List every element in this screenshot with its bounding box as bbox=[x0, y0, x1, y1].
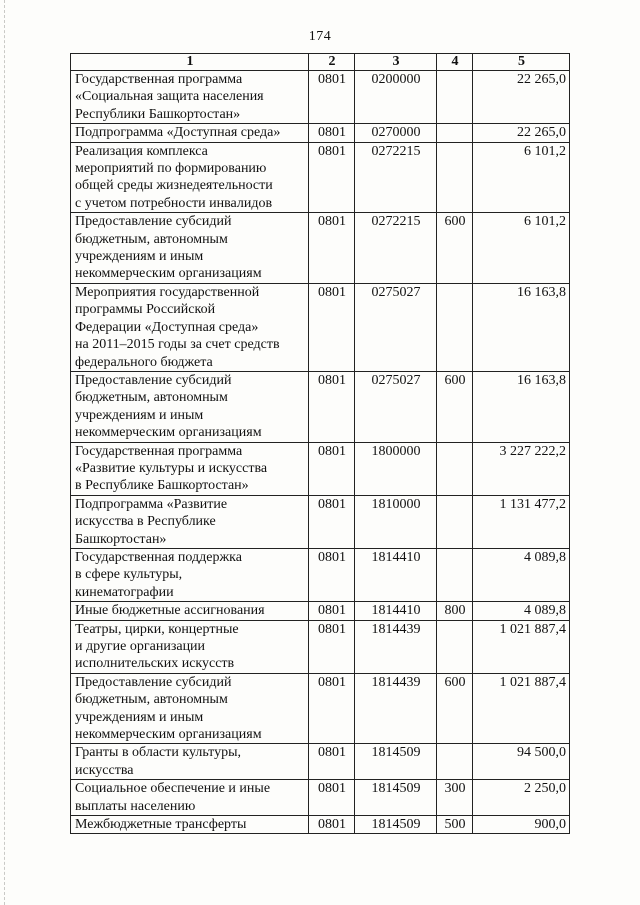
row-section-text: 0801 bbox=[318, 372, 346, 388]
table-row bbox=[71, 442, 570, 495]
row-name-cell bbox=[71, 142, 309, 213]
row-name-text: Межбюджетные трансферты bbox=[75, 817, 247, 833]
row-expense-type-cell bbox=[437, 124, 473, 142]
row-expense-type-text: 800 bbox=[444, 603, 466, 619]
table-header-row bbox=[71, 54, 570, 71]
row-target-cell bbox=[355, 816, 437, 834]
row-amount-text: 1 131 477,2 bbox=[499, 496, 566, 512]
header-col-1: 1 bbox=[71, 54, 309, 71]
row-section-cell bbox=[309, 142, 355, 213]
row-amount-text: 6 101,2 bbox=[524, 214, 566, 230]
row-amount-cell bbox=[473, 283, 570, 371]
row-expense-type-cell bbox=[437, 495, 473, 548]
row-section-cell bbox=[309, 442, 355, 495]
page-edge bbox=[4, 0, 5, 905]
row-target-cell bbox=[355, 602, 437, 620]
row-name-cell bbox=[71, 442, 309, 495]
row-target-cell bbox=[355, 620, 437, 673]
row-name-text: Государственная программа «Развитие культуры и искусства в Республике Башкортостан» bbox=[75, 443, 268, 494]
row-target-text: 1814509 bbox=[371, 781, 421, 797]
row-amount-cell bbox=[473, 548, 570, 601]
row-amount-text: 4 089,8 bbox=[524, 603, 566, 619]
row-name-text: Реализация комплекса мероприятий по формированию общей среды жизнедеятельности с учетом потребности инвалидов bbox=[75, 143, 273, 211]
row-section-text: 0801 bbox=[318, 674, 346, 690]
row-name-text: Государственная поддержка в сфере культуры, кинематографии bbox=[75, 549, 242, 600]
row-target-cell bbox=[355, 495, 437, 548]
row-name-text: Подпрограмма «Развитие искусства в Республике Башкортостан» bbox=[75, 496, 228, 547]
row-name-cell bbox=[71, 213, 309, 284]
row-expense-type-cell bbox=[437, 213, 473, 284]
row-target-cell bbox=[355, 548, 437, 601]
row-section-text: 0801 bbox=[318, 781, 346, 797]
row-name-text: Подпрограмма «Доступная среда» bbox=[75, 125, 281, 141]
row-expense-type-cell bbox=[437, 780, 473, 816]
row-expense-type-cell bbox=[437, 620, 473, 673]
row-amount-cell bbox=[473, 780, 570, 816]
header-col-3: 3 bbox=[355, 54, 437, 71]
row-target-text: 0272215 bbox=[371, 214, 421, 230]
row-target-text: 1814439 bbox=[371, 621, 421, 637]
row-target-cell bbox=[355, 780, 437, 816]
row-section-text: 0801 bbox=[318, 603, 346, 619]
budget-table bbox=[70, 53, 570, 834]
row-amount-text: 22 265,0 bbox=[517, 125, 566, 141]
row-amount-cell bbox=[473, 442, 570, 495]
row-amount-cell bbox=[473, 673, 570, 744]
row-section-text: 0801 bbox=[318, 745, 346, 761]
row-expense-type-cell bbox=[437, 371, 473, 442]
row-name-cell bbox=[71, 780, 309, 816]
row-section-text: 0801 bbox=[318, 443, 346, 459]
row-amount-text: 900,0 bbox=[534, 817, 566, 833]
row-target-cell bbox=[355, 213, 437, 284]
table-row bbox=[71, 620, 570, 673]
row-expense-type-cell bbox=[437, 602, 473, 620]
row-name-cell bbox=[71, 71, 309, 124]
row-expense-type-cell bbox=[437, 283, 473, 371]
row-section-cell bbox=[309, 283, 355, 371]
row-section-cell bbox=[309, 548, 355, 601]
row-name-cell bbox=[71, 124, 309, 142]
row-section-cell bbox=[309, 620, 355, 673]
header-col-4: 4 bbox=[437, 54, 473, 71]
row-target-cell bbox=[355, 673, 437, 744]
row-amount-cell bbox=[473, 816, 570, 834]
row-amount-text: 1 021 887,4 bbox=[499, 621, 566, 637]
row-amount-cell bbox=[473, 213, 570, 284]
row-amount-cell bbox=[473, 495, 570, 548]
row-amount-text: 6 101,2 bbox=[524, 143, 566, 159]
row-amount-text: 4 089,8 bbox=[524, 549, 566, 565]
row-name-cell bbox=[71, 548, 309, 601]
row-section-cell bbox=[309, 371, 355, 442]
row-section-text: 0801 bbox=[318, 214, 346, 230]
header-col-2: 2 bbox=[309, 54, 355, 71]
row-name-cell bbox=[71, 371, 309, 442]
row-target-cell bbox=[355, 142, 437, 213]
row-target-cell bbox=[355, 283, 437, 371]
row-expense-type-text: 600 bbox=[444, 214, 466, 230]
header-col-5: 5 bbox=[473, 54, 570, 71]
table-row bbox=[71, 816, 570, 834]
row-name-cell bbox=[71, 673, 309, 744]
row-target-text: 1800000 bbox=[371, 443, 421, 459]
row-name-text: Мероприятия государственной программы Российской Федерации «Доступная среда» на 2011–2015 годы за счет средств федерального бюджета bbox=[75, 284, 280, 370]
table-row bbox=[71, 548, 570, 601]
row-target-text: 1810000 bbox=[371, 496, 421, 512]
row-section-cell bbox=[309, 71, 355, 124]
row-expense-type-text: 600 bbox=[444, 372, 466, 388]
table-row bbox=[71, 780, 570, 816]
row-name-text: Предоставление субсидий бюджетным, автономным учреждениям и иным некоммерческим организациям bbox=[75, 214, 262, 282]
row-name-text: Иные бюджетные ассигнования bbox=[75, 603, 265, 619]
row-amount-text: 22 265,0 bbox=[517, 72, 566, 87]
row-amount-cell bbox=[473, 124, 570, 142]
row-section-cell bbox=[309, 495, 355, 548]
table-row bbox=[71, 602, 570, 620]
row-section-text: 0801 bbox=[318, 621, 346, 637]
row-amount-text: 3 227 222,2 bbox=[499, 443, 566, 459]
row-target-cell bbox=[355, 442, 437, 495]
row-expense-type-cell bbox=[437, 816, 473, 834]
page-number: 174 bbox=[308, 29, 332, 44]
row-name-text: Гранты в области культуры, искусства bbox=[75, 745, 242, 778]
table-row bbox=[71, 495, 570, 548]
row-section-cell bbox=[309, 744, 355, 780]
row-expense-type-cell bbox=[437, 548, 473, 601]
row-target-text: 1814410 bbox=[371, 603, 421, 619]
table-row bbox=[71, 283, 570, 371]
row-section-cell bbox=[309, 213, 355, 284]
row-target-text: 1814439 bbox=[371, 674, 421, 690]
row-section-text: 0801 bbox=[318, 143, 346, 159]
row-expense-type-text: 500 bbox=[444, 817, 466, 833]
row-section-cell bbox=[309, 780, 355, 816]
row-target-cell bbox=[355, 71, 437, 124]
table-body bbox=[71, 71, 570, 834]
row-section-cell bbox=[309, 816, 355, 834]
row-expense-type-cell bbox=[437, 442, 473, 495]
row-name-cell bbox=[71, 744, 309, 780]
row-section-cell bbox=[309, 673, 355, 744]
row-amount-cell bbox=[473, 620, 570, 673]
row-target-text: 0270000 bbox=[371, 125, 421, 141]
row-amount-text: 16 163,8 bbox=[517, 372, 566, 388]
row-target-text: 0200000 bbox=[371, 72, 421, 87]
row-name-cell bbox=[71, 602, 309, 620]
row-expense-type-cell bbox=[437, 71, 473, 124]
row-name-cell bbox=[71, 495, 309, 548]
row-target-text: 0275027 bbox=[371, 284, 421, 300]
row-name-text: Предоставление субсидий бюджетным, автономным учреждениям и иным некоммерческим организациям bbox=[75, 674, 262, 743]
row-target-text: 0272215 bbox=[371, 143, 421, 159]
row-target-text: 1814410 bbox=[371, 549, 421, 565]
row-section-text: 0801 bbox=[318, 284, 346, 300]
row-section-text: 0801 bbox=[318, 817, 346, 833]
row-expense-type-cell bbox=[437, 142, 473, 213]
row-target-cell bbox=[355, 124, 437, 142]
row-target-text: 1814509 bbox=[371, 745, 421, 761]
row-section-text: 0801 bbox=[318, 72, 346, 87]
table-row bbox=[71, 371, 570, 442]
row-amount-text: 94 500,0 bbox=[517, 745, 566, 761]
row-section-cell bbox=[309, 602, 355, 620]
row-name-text: Социальное обеспечение и иные выплаты населению bbox=[75, 781, 271, 814]
row-expense-type-text: 300 bbox=[444, 781, 466, 797]
table-row bbox=[71, 124, 570, 142]
row-target-cell bbox=[355, 744, 437, 780]
row-amount-cell bbox=[473, 371, 570, 442]
row-target-cell bbox=[355, 371, 437, 442]
row-name-text: Театры, цирки, концертные и другие организации исполнительских искусств bbox=[75, 621, 239, 672]
row-section-cell bbox=[309, 124, 355, 142]
row-expense-type-cell bbox=[437, 744, 473, 780]
row-expense-type-text: 600 bbox=[444, 674, 466, 690]
row-amount-text: 16 163,8 bbox=[517, 284, 566, 300]
row-amount-cell bbox=[473, 71, 570, 124]
row-amount-cell bbox=[473, 142, 570, 213]
table-row bbox=[71, 213, 570, 284]
row-section-text: 0801 bbox=[318, 496, 346, 512]
row-name-text: Государственная программа «Социальная защита населения Республики Башкортостан» bbox=[75, 72, 264, 122]
table-row bbox=[71, 673, 570, 744]
row-name-cell bbox=[71, 283, 309, 371]
row-target-text: 1814509 bbox=[371, 817, 421, 833]
row-target-text: 0275027 bbox=[371, 372, 421, 388]
row-expense-type-cell bbox=[437, 673, 473, 744]
table-row bbox=[71, 744, 570, 780]
row-amount-cell bbox=[473, 602, 570, 620]
row-name-text: Предоставление субсидий бюджетным, автономным учреждениям и иным некоммерческим организациям bbox=[75, 372, 262, 441]
row-name-cell bbox=[71, 816, 309, 834]
row-name-cell bbox=[71, 620, 309, 673]
row-section-text: 0801 bbox=[318, 549, 346, 565]
table-row bbox=[71, 71, 570, 124]
row-amount-text: 2 250,0 bbox=[524, 781, 566, 797]
row-amount-cell bbox=[473, 744, 570, 780]
row-section-text: 0801 bbox=[318, 125, 346, 141]
row-amount-text: 1 021 887,4 bbox=[499, 674, 566, 690]
table-row bbox=[71, 142, 570, 213]
